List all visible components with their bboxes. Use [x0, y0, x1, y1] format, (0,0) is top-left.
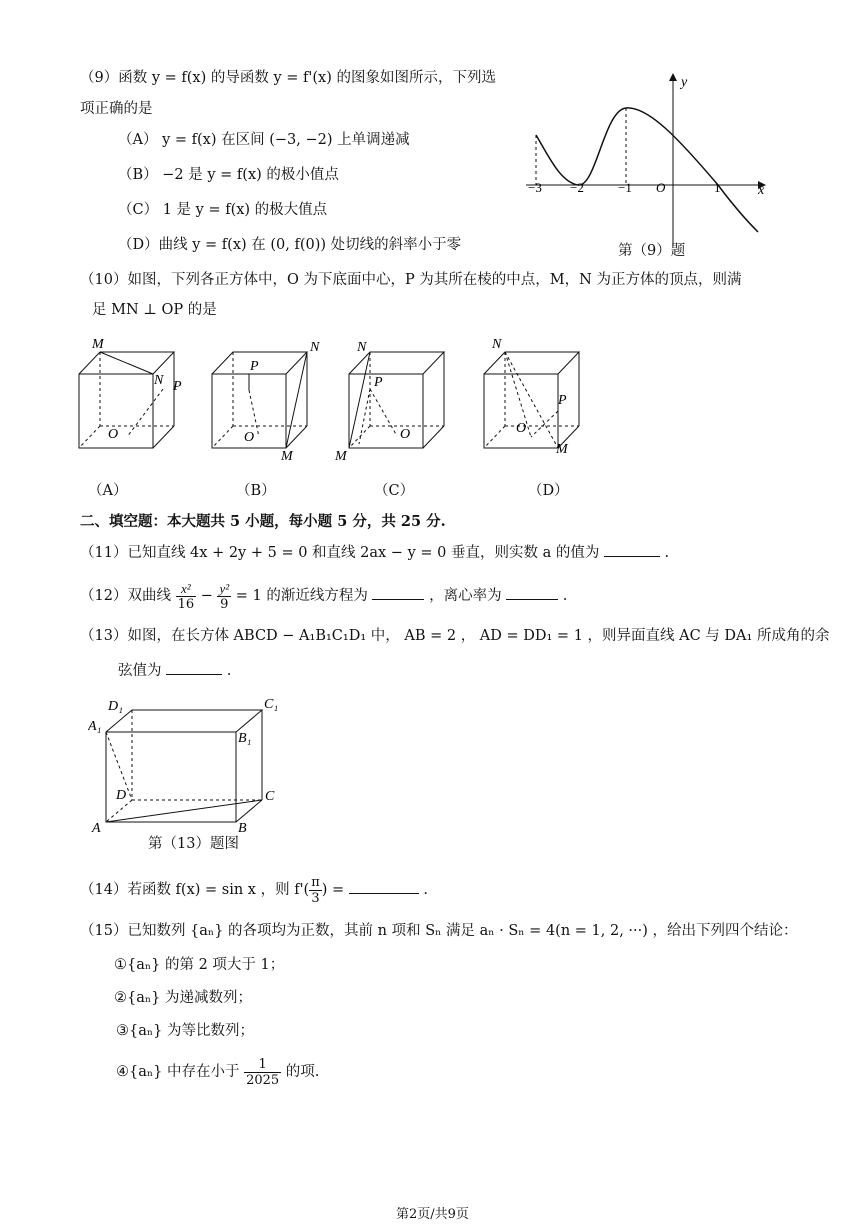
page-footer: 第2页/共9页 — [396, 1207, 469, 1222]
q11 — [80, 542, 669, 563]
q12-eccentricity-blank[interactable] — [506, 585, 558, 600]
q9-option-d: （D）曲线 y = f(x) 在 (0, f(0)) 处切线的斜率小于零 — [118, 237, 462, 253]
q11-stem: （11）已知直线 4x + 2y + 5 = 0 和直线 2ax − y = 0 垂直，则实数 a 的值为 — [80, 545, 600, 561]
q9-option-b: （B） −2 是 y = f(x) 的极小值点 — [118, 167, 339, 183]
q14-frac-num: π — [311, 874, 320, 890]
q13-label-b: B — [238, 821, 247, 836]
q13-label-c1: C₁ — [264, 697, 279, 712]
q9-stem-line1: （9）函数 y = f(x) 的导函数 y = f'(x) 的图象如图所示，下列选 — [80, 70, 496, 86]
q11-period: . — [664, 545, 670, 561]
q9-tick-1: 1 — [714, 180, 721, 195]
q10-d-label-o: O — [516, 421, 527, 436]
q15-c4-num: 1 — [244, 1057, 281, 1073]
q9-option-a: （A） y = f(x) 在区间 (−3, −2) 上单调递减 — [118, 132, 410, 148]
q12-equation-tail: = 1 的渐近线方程为 — [235, 588, 368, 604]
q10-b-label-n: N — [310, 340, 320, 355]
q15-conclusion-2: ②{aₙ} 为递减数列； — [114, 990, 252, 1006]
q15-c4-suffix: 的项. — [285, 1064, 320, 1080]
q10-d-label-p: P — [558, 393, 567, 408]
q10-c-label-m: M — [335, 449, 347, 462]
q10-a-label-n: N — [154, 373, 164, 388]
q10-a-label-p: P — [173, 379, 182, 394]
q10-c-label-n: N — [357, 340, 367, 355]
q13-label-d1: D₁ — [108, 699, 123, 714]
q12-prefix: （12）双曲线 — [80, 588, 171, 604]
q13-label-c: C — [265, 789, 275, 804]
q10-d-label-m: M — [556, 442, 568, 457]
q13-line2 — [118, 660, 231, 681]
q13-stem-line1: （13）如图，在长方体 ABCD − A₁B₁C₁D₁ 中， AB = 2 ， AD = DD₁ = 1 ，则异面直线 AC 与 DA₁ 所成角的余 — [80, 628, 830, 644]
q10-b-label-o: O — [244, 430, 255, 445]
q10-c-label-o: O — [400, 427, 411, 442]
q10-a-label-o: O — [108, 427, 119, 442]
q9-stem-line2: 项正确的是 — [80, 101, 153, 117]
q13-stem-line2: 弦值为 — [118, 663, 162, 679]
q15-c4-den: 2025 — [246, 1072, 280, 1088]
q12-frac1-num: x² — [176, 581, 197, 597]
q14-frac-den: 3 — [311, 890, 320, 906]
q10-b-label-m: M — [281, 449, 293, 462]
q13-label-a1: A₁ — [88, 719, 102, 734]
q14-mid: ) = — [321, 882, 345, 898]
q12-asymptote-blank[interactable] — [372, 585, 424, 600]
q10-cube-a — [72, 332, 192, 457]
q9-figure-caption: 第（9）题 — [618, 243, 686, 259]
q12-fraction-y — [217, 581, 231, 612]
q12-frac2-den: 9 — [220, 596, 229, 612]
q14-period: . — [423, 882, 429, 898]
q10-d-label-n: N — [492, 337, 502, 352]
q13-label-d: D — [116, 788, 127, 803]
q9-tick-neg2: −2 — [570, 180, 584, 195]
q10-option-d: （D） — [528, 483, 569, 499]
q10-cube-b — [206, 332, 331, 462]
q9-derivative-graph — [518, 70, 778, 265]
q14-answer-blank[interactable] — [349, 879, 419, 894]
q15-c4-prefix: ④{aₙ} 中存在小于 — [116, 1064, 240, 1080]
q13-label-b1: B₁ — [238, 731, 252, 746]
q13-answer-blank[interactable] — [166, 660, 222, 675]
q10-option-c: （C） — [374, 483, 415, 499]
q12-period: . — [562, 588, 568, 604]
q13-label-a: A — [92, 821, 101, 836]
q9-tick-neg3: −3 — [528, 180, 542, 195]
q15-stem: （15）已知数列 {aₙ} 的各项均为正数，其前 n 项和 Sₙ 满足 aₙ · Sₙ = 4(n = 1, 2, ···) ，给出下列四个结论： — [80, 923, 798, 939]
q13-period: . — [226, 663, 232, 679]
q12-frac1-den: 16 — [177, 596, 195, 612]
q11-answer-blank[interactable] — [604, 542, 660, 557]
q9-axis-y-label: y — [681, 75, 688, 90]
q14 — [80, 872, 428, 908]
q9-option-c: （C） 1 是 y = f(x) 的极大值点 — [118, 202, 328, 218]
q15-conclusion-1: ①{aₙ} 的第 2 项大于 1； — [114, 957, 285, 973]
q10-b-label-p: P — [250, 359, 259, 374]
q14-fraction — [309, 875, 322, 906]
q15-conclusion-3: ③{aₙ} 为等比数列； — [116, 1023, 254, 1039]
q13-figure-caption: 第（13）题图 — [148, 836, 239, 852]
q9-axis-x-label: x — [758, 183, 765, 198]
q13-cuboid-figure — [88, 694, 288, 836]
q10-option-b: （B） — [236, 483, 276, 499]
q15-c4-fraction — [244, 1057, 281, 1088]
q14-prefix: （14）若函数 f(x) = sin x ，则 f'( — [80, 882, 310, 898]
q12-mid: ，离心率为 — [429, 588, 502, 604]
section-2-heading: 二、填空题：本大题共 5 小题，每小题 5 分，共 25 分. — [80, 513, 446, 530]
q10-c-label-p: P — [374, 375, 383, 390]
q10-stem-line2: 足 MN ⊥ OP 的是 — [92, 302, 217, 318]
q10-cube-d — [476, 332, 601, 462]
q12-minus: − — [200, 588, 213, 604]
q9-tick-neg1: −1 — [618, 180, 632, 195]
q10-option-a: （A） — [88, 483, 128, 499]
q12-frac2-num: y² — [219, 580, 230, 596]
q15-conclusion-4 — [116, 1052, 319, 1092]
q9-origin-label: O — [656, 180, 666, 195]
q10-cube-c — [333, 332, 458, 462]
q12-fraction-x — [176, 581, 197, 612]
q12 — [80, 578, 567, 614]
q10-stem-line1: （10）如图，下列各正方体中，O 为下底面中心，P 为其所在棱的中点，M，N 为正方体的顶点，则满 — [80, 272, 742, 288]
q10-a-label-m: M — [92, 337, 104, 352]
